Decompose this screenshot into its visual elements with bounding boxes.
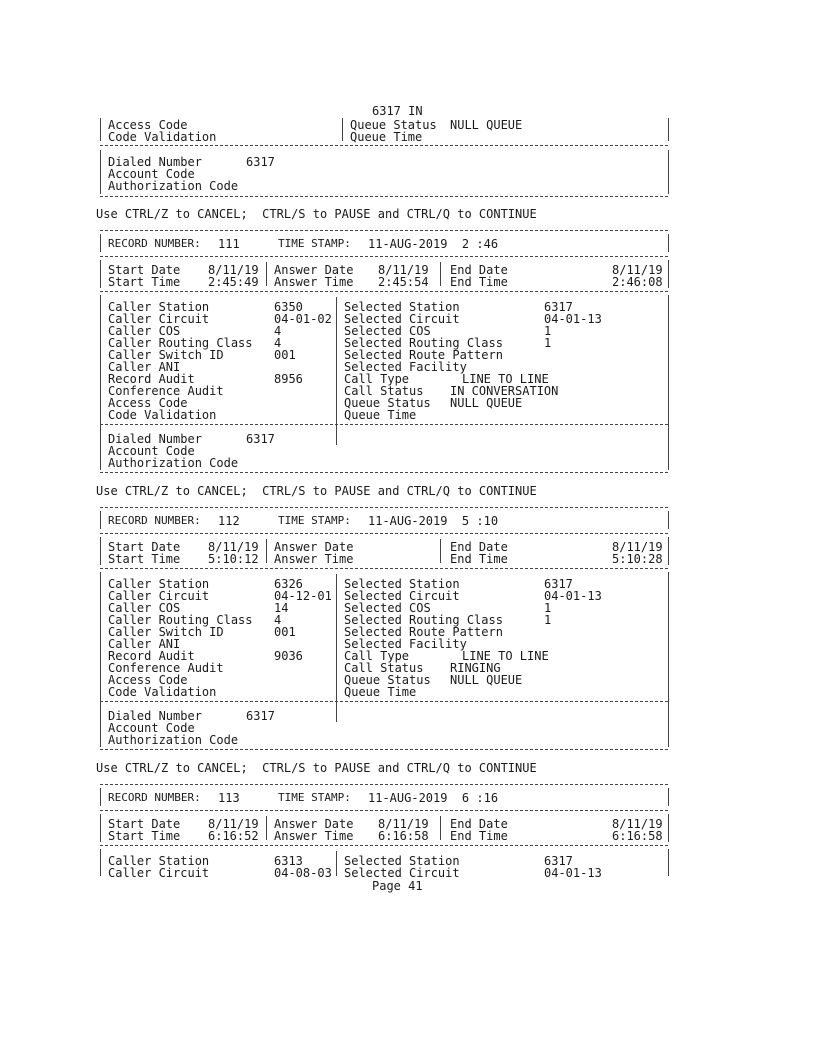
end-time-label: End Time	[450, 275, 508, 289]
end-date-label: End Date	[450, 817, 508, 831]
authorization-code-label: Authorization Code	[108, 733, 239, 747]
queue-status-label: Queue Status	[344, 396, 431, 410]
answer-date-value: 8/11/19	[378, 817, 429, 831]
dialed-number-label: Dialed Number	[108, 709, 202, 723]
separator	[100, 749, 668, 750]
ctrl-prompt: Use CTRL/Z to CANCEL; CTRL/S to PAUSE and CTRL/Q to CONTINUE	[96, 484, 537, 498]
separator	[100, 784, 668, 785]
selected-circuit-value: 04-01-13	[544, 312, 602, 326]
column-divider	[266, 262, 267, 286]
column-divider	[266, 816, 267, 840]
record-audit-label: Record Audit	[108, 372, 195, 386]
selected-station-value: 6317	[544, 577, 573, 591]
call-status-value: RINGING	[450, 661, 501, 675]
code-validation-label: Code Validation	[108, 130, 217, 144]
authorization-code-label: Authorization Code	[108, 179, 239, 193]
selected-circuit-value: 04-01-13	[544, 866, 602, 880]
caller-switch-id-label: Caller Switch ID	[108, 348, 224, 362]
column-divider	[440, 262, 441, 286]
caller-station-label: Caller Station	[108, 300, 210, 314]
caller-switch-id-value: 001	[274, 625, 296, 639]
start-time-value: 6:16:52	[208, 829, 259, 843]
left-border	[100, 150, 101, 194]
separator	[100, 845, 668, 846]
code-validation-label: Code Validation	[108, 408, 217, 422]
column-divider	[266, 539, 267, 563]
end-time-value: 2:46:08	[612, 275, 663, 289]
separator	[100, 256, 668, 257]
end-time-label: End Time	[450, 552, 508, 566]
selected-cos-value: 1	[544, 601, 552, 615]
left-border	[100, 537, 101, 565]
left-border	[100, 814, 101, 842]
separator	[100, 145, 668, 146]
answer-time-value: 2:45:54	[378, 275, 429, 289]
caller-station-label: Caller Station	[108, 577, 210, 591]
separator	[100, 568, 668, 569]
separator	[100, 424, 668, 425]
access-code-label: Access Code	[108, 118, 188, 132]
right-border	[668, 537, 669, 565]
caller-ani-label: Caller ANI	[108, 637, 181, 651]
selected-route-pattern-label: Selected Route Pattern	[344, 625, 503, 639]
call-status-label: Call Status	[344, 661, 424, 675]
call-type-value: LINE TO LINE	[462, 372, 549, 386]
caller-cos-label: Caller COS	[108, 324, 181, 338]
selected-routing-class-label: Selected Routing Class	[344, 336, 503, 350]
end-date-label: End Date	[450, 540, 508, 554]
time-stamp-label: TIME STAMP:	[278, 791, 351, 804]
call-type-label: Call Type	[344, 649, 410, 663]
selected-routing-class-label: Selected Routing Class	[344, 613, 503, 627]
caller-circuit-label: Caller Circuit	[108, 312, 210, 326]
record-audit-label: Record Audit	[108, 649, 195, 663]
selected-routing-class-value: 1	[544, 336, 552, 350]
answer-date-label: Answer Date	[274, 817, 354, 831]
access-code-label: Access Code	[108, 673, 188, 687]
right-border	[668, 814, 669, 842]
selected-circuit-label: Selected Circuit	[344, 312, 460, 326]
right-border	[668, 260, 669, 288]
queue-status-value: NULL QUEUE	[450, 673, 523, 687]
account-code-label: Account Code	[108, 721, 195, 735]
left-border	[100, 234, 101, 252]
end-date-value: 8/11/19	[612, 540, 663, 554]
code-validation-label: Code Validation	[108, 685, 217, 699]
account-code-label: Account Code	[108, 167, 195, 181]
column-divider	[440, 539, 441, 563]
separator	[100, 291, 668, 292]
caller-switch-id-label: Caller Switch ID	[108, 625, 224, 639]
page-number: Page 41	[372, 879, 423, 893]
station-header: 6317 IN	[372, 104, 423, 118]
column-divider	[336, 297, 337, 445]
right-border	[668, 295, 669, 447]
right-border	[668, 724, 669, 747]
selected-station-label: Selected Station	[344, 577, 460, 591]
call-status-label: Call Status	[344, 384, 424, 398]
right-border	[668, 511, 669, 529]
left-border	[100, 849, 101, 876]
queue-time-label: Queue Time	[344, 408, 417, 422]
separator	[100, 810, 668, 811]
right-border	[668, 788, 669, 806]
record-number-label: RECORD NUMBER:	[108, 514, 201, 527]
ctrl-prompt: Use CTRL/Z to CANCEL; CTRL/S to PAUSE and CTRL/Q to CONTINUE	[96, 207, 537, 221]
caller-cos-value: 4	[274, 324, 282, 338]
start-date-label: Start Date	[108, 817, 181, 831]
record-audit-value: 9036	[274, 649, 303, 663]
caller-station-value: 6350	[274, 300, 303, 314]
right-border	[668, 572, 669, 724]
end-date-label: End Date	[450, 263, 508, 277]
left-border	[100, 788, 101, 806]
record-number-value: 111	[218, 237, 240, 251]
time-stamp-value: 11-AUG-2019 6 :16	[368, 791, 499, 805]
queue-time-label: Queue Time	[344, 685, 417, 699]
separator	[100, 507, 668, 508]
start-time-label: Start Time	[108, 275, 181, 289]
dialed-number-label: Dialed Number	[108, 432, 202, 446]
caller-circuit-value: 04-08-03	[274, 866, 332, 880]
queue-status-value: NULL QUEUE	[450, 118, 523, 132]
selected-routing-class-value: 1	[544, 613, 552, 627]
dialed-number-label: Dialed Number	[108, 155, 202, 169]
selected-station-label: Selected Station	[344, 300, 460, 314]
caller-station-label: Caller Station	[108, 854, 210, 868]
record-number-label: RECORD NUMBER:	[108, 237, 201, 250]
separator	[100, 472, 668, 473]
start-date-label: Start Date	[108, 263, 181, 277]
left-border	[100, 260, 101, 288]
column-divider	[336, 574, 337, 722]
selected-station-value: 6317	[544, 854, 573, 868]
end-date-value: 8/11/19	[612, 817, 663, 831]
answer-time-label: Answer Time	[274, 552, 354, 566]
time-stamp-label: TIME STAMP:	[278, 514, 351, 527]
right-border	[668, 150, 669, 194]
answer-time-value: 6:16:58	[378, 829, 429, 843]
column-divider	[336, 851, 337, 876]
caller-ani-label: Caller ANI	[108, 360, 181, 374]
left-border	[100, 511, 101, 529]
answer-date-value: 8/11/19	[378, 263, 429, 277]
selected-circuit-label: Selected Circuit	[344, 589, 460, 603]
start-date-value: 8/11/19	[208, 817, 259, 831]
start-date-value: 8/11/19	[208, 263, 259, 277]
left-border	[100, 724, 101, 747]
left-border	[100, 447, 101, 470]
selected-circuit-label: Selected Circuit	[344, 866, 460, 880]
end-time-value: 5:10:28	[612, 552, 663, 566]
dialed-number-value: 6317	[246, 709, 275, 723]
caller-cos-value: 14	[274, 601, 289, 615]
ctrl-prompt: Use CTRL/Z to CANCEL; CTRL/S to PAUSE and CTRL/Q to CONTINUE	[96, 761, 537, 775]
right-border	[668, 849, 669, 876]
call-type-value: LINE TO LINE	[462, 649, 549, 663]
start-time-value: 5:10:12	[208, 552, 259, 566]
end-time-label: End Time	[450, 829, 508, 843]
right-border	[668, 234, 669, 252]
selected-facility-label: Selected Facility	[344, 360, 467, 374]
record-audit-value: 8956	[274, 372, 303, 386]
right-border	[668, 118, 669, 141]
answer-time-label: Answer Time	[274, 275, 354, 289]
record-number-value: 113	[218, 791, 240, 805]
call-status-value: IN CONVERSATION	[450, 384, 559, 398]
selected-station-value: 6317	[544, 300, 573, 314]
start-time-value: 2:45:49	[208, 275, 259, 289]
caller-circuit-value: 04-01-02	[274, 312, 332, 326]
separator	[100, 196, 668, 197]
caller-routing-class-label: Caller Routing Class	[108, 336, 253, 350]
dialed-number-value: 6317	[246, 432, 275, 446]
record-number-value: 112	[218, 514, 240, 528]
time-stamp-label: TIME STAMP:	[278, 237, 351, 250]
authorization-code-label: Authorization Code	[108, 456, 239, 470]
caller-routing-class-label: Caller Routing Class	[108, 613, 253, 627]
start-time-label: Start Time	[108, 829, 181, 843]
time-stamp-value: 11-AUG-2019 5 :10	[368, 514, 499, 528]
selected-cos-label: Selected COS	[344, 601, 431, 615]
selected-station-label: Selected Station	[344, 854, 460, 868]
caller-circuit-label: Caller Circuit	[108, 589, 210, 603]
start-date-value: 8/11/19	[208, 540, 259, 554]
caller-routing-class-value: 4	[274, 613, 282, 627]
caller-cos-label: Caller COS	[108, 601, 181, 615]
start-time-label: Start Time	[108, 552, 181, 566]
call-type-label: Call Type	[344, 372, 410, 386]
right-border	[668, 447, 669, 470]
queue-time-label: Queue Time	[350, 130, 423, 144]
end-time-value: 6:16:58	[612, 829, 663, 843]
caller-circuit-label: Caller Circuit	[108, 866, 210, 880]
record-number-label: RECORD NUMBER:	[108, 791, 201, 804]
answer-date-label: Answer Date	[274, 263, 354, 277]
queue-status-label: Queue Status	[344, 673, 431, 687]
caller-switch-id-value: 001	[274, 348, 296, 362]
queue-status-label: Queue Status	[350, 118, 437, 132]
caller-circuit-value: 04-12-01	[274, 589, 332, 603]
selected-facility-label: Selected Facility	[344, 637, 467, 651]
separator	[100, 230, 668, 231]
end-date-value: 8/11/19	[612, 263, 663, 277]
selected-cos-label: Selected COS	[344, 324, 431, 338]
conference-audit-label: Conference Audit	[108, 661, 224, 675]
access-code-label: Access Code	[108, 396, 188, 410]
caller-station-value: 6326	[274, 577, 303, 591]
start-date-label: Start Date	[108, 540, 181, 554]
conference-audit-label: Conference Audit	[108, 384, 224, 398]
selected-cos-value: 1	[544, 324, 552, 338]
separator	[100, 701, 668, 702]
answer-date-label: Answer Date	[274, 540, 354, 554]
answer-time-label: Answer Time	[274, 829, 354, 843]
separator	[100, 533, 668, 534]
caller-routing-class-value: 4	[274, 336, 282, 350]
column-divider	[440, 816, 441, 840]
selected-circuit-value: 04-01-13	[544, 589, 602, 603]
caller-station-value: 6313	[274, 854, 303, 868]
selected-route-pattern-label: Selected Route Pattern	[344, 348, 503, 362]
queue-status-value: NULL QUEUE	[450, 396, 523, 410]
left-border	[100, 118, 101, 141]
time-stamp-value: 11-AUG-2019 2 :46	[368, 237, 499, 251]
dialed-number-value: 6317	[246, 155, 275, 169]
account-code-label: Account Code	[108, 444, 195, 458]
column-divider	[342, 118, 343, 141]
